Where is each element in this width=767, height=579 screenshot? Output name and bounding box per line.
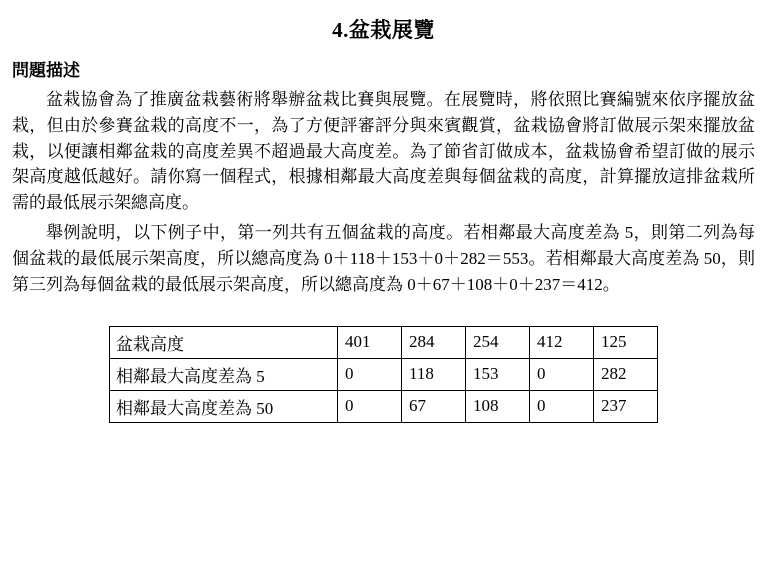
table-cell: 0 xyxy=(338,358,402,390)
table-cell: 153 xyxy=(466,358,530,390)
table-cell: 254 xyxy=(466,326,530,358)
section-heading-problem-description: 問題描述 xyxy=(12,61,80,80)
table-cell: 108 xyxy=(466,390,530,422)
example-table xyxy=(109,326,658,423)
table-cell: 67 xyxy=(402,390,466,422)
row-label: 相鄰最大高度差為 5 xyxy=(110,358,338,390)
table-cell: 284 xyxy=(402,326,466,358)
example-table-container xyxy=(10,326,757,423)
table-row xyxy=(110,390,658,422)
paragraph-example-explanation: 舉例說明，以下例子中，第一列共有五個盆栽的高度。若相鄰最大高度差為 5，則第二列為每個盆栽的最低展示架高度，所以總高度為 0＋118＋153＋0＋282＝553。若相鄰最大高度差為 50，則第三列為每個盆栽的最低展示架高度，所以總高度為 0＋67＋108＋0＋237＝412。 xyxy=(12,223,755,294)
table-cell: 282 xyxy=(594,358,658,390)
table-row xyxy=(110,358,658,390)
page-title: 4.盆栽展覽 xyxy=(332,18,435,42)
table-cell: 412 xyxy=(530,326,594,358)
table-cell: 237 xyxy=(594,390,658,422)
table-cell: 125 xyxy=(594,326,658,358)
row-label: 相鄰最大高度差為 50 xyxy=(110,390,338,422)
row-label: 盆栽高度 xyxy=(110,326,338,358)
table-cell: 118 xyxy=(402,358,466,390)
table-cell: 401 xyxy=(338,326,402,358)
table-cell: 0 xyxy=(530,390,594,422)
paragraph-problem-statement: 盆栽協會為了推廣盆栽藝術將舉辦盆栽比賽與展覽。在展覽時，將依照比賽編號來依序擺放盆栽，但由於參賽盆栽的高度不一，為了方便評審評分與來賓觀賞，盆栽協會將訂做展示架來擺放盆栽，以便讓相鄰盆栽的高度差異不超過最大高度差。為了節省訂做成本，盆栽協會希望訂做的展示架高度越低越好。請你寫一個程式，根據相鄰最大高度差與每個盆栽的高度，計算擺放這排盆栽所需的最低展示架總高度。 xyxy=(12,90,755,213)
table-cell: 0 xyxy=(338,390,402,422)
table-cell: 0 xyxy=(530,358,594,390)
document-page xyxy=(0,14,767,579)
table-row xyxy=(110,326,658,358)
